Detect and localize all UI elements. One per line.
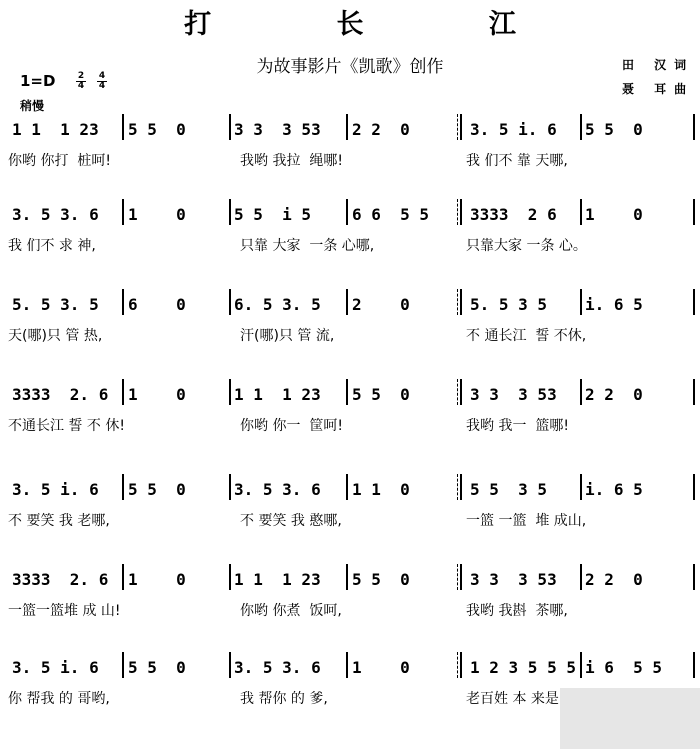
measure-notes: 1 2 3 5 5 5: [470, 658, 576, 677]
barline: [346, 379, 348, 405]
lyric-phrase: 我哟 我拉 绳哪!: [240, 153, 343, 169]
song-subtitle: 为故事影片《凯歌》创作: [256, 57, 444, 77]
measure-notes: 1 0: [128, 570, 186, 589]
measure-notes: i. 6 5: [585, 295, 643, 314]
barline: [580, 199, 582, 225]
lyric-phrase: 你哟 你打 桩呵!: [8, 153, 111, 169]
score-line: [0, 287, 700, 349]
notation-row: [0, 472, 700, 502]
measure-notes: 2 0: [352, 295, 410, 314]
lyric-phrase: 只靠大家 一条 心。: [466, 238, 587, 254]
measure-notes: 3333 2 6: [470, 205, 557, 224]
barline: [457, 379, 462, 405]
barline: [693, 114, 695, 140]
measure-notes: 5 5 0: [352, 385, 410, 404]
lyric-row: [0, 600, 700, 622]
barline: [122, 199, 124, 225]
notation-row: [0, 650, 700, 680]
barline: [346, 652, 348, 678]
lyric-phrase: 汗(哪)只 管 流,: [240, 328, 335, 344]
key-signature: 1=D: [20, 72, 56, 90]
lyric-row: [0, 510, 700, 532]
lyric-phrase: 你 帮我 的 哥哟,: [8, 691, 110, 707]
barline: [457, 652, 462, 678]
measure-notes: 1 1 1 23: [12, 120, 99, 139]
measure-notes: 1 0: [585, 205, 643, 224]
barline: [229, 564, 231, 590]
measure-notes: 3333 2. 6: [12, 570, 109, 589]
score-line: [0, 472, 700, 534]
meter-bottom: 4: [98, 81, 106, 91]
score-line: [0, 197, 700, 259]
lyric-phrase: 不 要笑 我 老哪,: [8, 513, 110, 529]
barline: [693, 289, 695, 315]
measure-notes: 1 1 1 23: [234, 385, 321, 404]
lyric-phrase: 一篮 一篮 堆 成山,: [466, 513, 587, 529]
barline: [229, 652, 231, 678]
measure-notes: 2 2 0: [585, 570, 643, 589]
notation-row: [0, 287, 700, 317]
lyric-row: [0, 415, 700, 437]
barline: [229, 474, 231, 500]
measure-notes: 5 5 0: [128, 120, 186, 139]
measure-notes: 5 5 i 5: [234, 205, 312, 224]
measure-notes: 1 0: [352, 658, 410, 677]
measure-notes: 3. 5 3. 6: [234, 658, 321, 677]
barline: [346, 289, 348, 315]
measure-notes: 5 5 0: [585, 120, 643, 139]
barline: [580, 474, 582, 500]
lyric-phrase: 你哟 你煮 饭呵,: [240, 603, 342, 619]
lyric-phrase: 我 帮你 的 爹,: [240, 691, 328, 707]
barline: [229, 114, 231, 140]
barline: [346, 474, 348, 500]
barline: [122, 379, 124, 405]
measure-notes: 3 3 3 53: [470, 570, 557, 589]
barline: [457, 289, 462, 315]
lyric-row: [0, 235, 700, 257]
lyric-phrase: 老百姓 本 来是: [466, 691, 559, 707]
meter-top: 4: [98, 71, 106, 81]
measure-notes: 1 0: [128, 205, 186, 224]
barline: [580, 652, 582, 678]
barline: [346, 199, 348, 225]
measure-notes: 6 0: [128, 295, 186, 314]
meter-bottom: 4: [77, 81, 85, 91]
measure-notes: 5 5 0: [128, 480, 186, 499]
lyric-phrase: 我 们不 求 神,: [8, 238, 96, 254]
barline: [693, 474, 695, 500]
meter-top: 2: [77, 71, 85, 81]
lyric-phrase: 我哟 我斟 茶哪,: [466, 603, 568, 619]
barline: [229, 379, 231, 405]
barline: [693, 652, 695, 678]
measure-notes: 1 1 1 23: [234, 570, 321, 589]
barline: [229, 199, 231, 225]
scan-edge-shade: [560, 688, 700, 749]
notation-row: [0, 377, 700, 407]
measure-notes: 3. 5 3. 6: [12, 205, 99, 224]
measure-notes: 3. 5 i. 6: [12, 480, 99, 499]
lyric-phrase: 不 要笑 我 憨哪,: [240, 513, 342, 529]
barline: [122, 289, 124, 315]
measure-notes: 5 5 0: [352, 570, 410, 589]
barline: [346, 114, 348, 140]
lyric-phrase: 我 们不 靠 天哪,: [466, 153, 568, 169]
notation-row: [0, 197, 700, 227]
lyric-phrase: 天(哪)只 管 热,: [8, 328, 103, 344]
measure-notes: 3. 5 i. 6: [470, 120, 557, 139]
barline: [580, 289, 582, 315]
composer-credit: 聂 耳曲: [622, 82, 695, 96]
measure-notes: 5 5 0: [128, 658, 186, 677]
barline: [693, 564, 695, 590]
measure-notes: 6 6 5 5: [352, 205, 430, 224]
measure-notes: 3. 5 i. 6: [12, 658, 99, 677]
measure-notes: 1 1 0: [352, 480, 410, 499]
barline: [580, 379, 582, 405]
measure-notes: 2 2 0: [585, 385, 643, 404]
barline: [122, 114, 124, 140]
barline: [457, 114, 462, 140]
measure-notes: 5. 5 3. 5: [12, 295, 99, 314]
measure-notes: 2 2 0: [352, 120, 410, 139]
lyric-phrase: 一篮一篮堆 成 山!: [8, 603, 121, 619]
barline: [122, 652, 124, 678]
notation-row: [0, 112, 700, 142]
measure-notes: 5 5 3 5: [470, 480, 548, 499]
barline: [229, 289, 231, 315]
measure-notes: 5. 5 3 5: [470, 295, 548, 314]
score-line: [0, 377, 700, 439]
measure-notes: 1 0: [128, 385, 186, 404]
meter-four-four: [97, 72, 107, 91]
barline: [457, 474, 462, 500]
barline: [580, 114, 582, 140]
score-line: [0, 112, 700, 174]
barline: [457, 564, 462, 590]
lyric-phrase: 我哟 我一 篮哪!: [466, 418, 569, 434]
barline: [457, 199, 462, 225]
measure-notes: 3 3 3 53: [234, 120, 321, 139]
score-line: [0, 562, 700, 624]
lyric-phrase: 只靠 大家 一条 心哪,: [240, 238, 375, 254]
measure-notes: i 6 5 5: [585, 658, 663, 677]
meter-two-four: [76, 72, 86, 91]
lyric-row: [0, 150, 700, 172]
notation-row: [0, 562, 700, 592]
measure-notes: 6. 5 3. 5: [234, 295, 321, 314]
barline: [346, 564, 348, 590]
barline: [122, 474, 124, 500]
lyricist-credit: 田 汉词: [622, 58, 695, 72]
measure-notes: 3 3 3 53: [470, 385, 557, 404]
measure-notes: 3333 2. 6: [12, 385, 109, 404]
tempo-marking: 稍慢: [20, 99, 45, 113]
barline: [580, 564, 582, 590]
measure-notes: i. 6 5: [585, 480, 643, 499]
lyric-phrase: 不 通长江 誓 不休,: [466, 328, 587, 344]
measure-notes: 3. 5 3. 6: [234, 480, 321, 499]
song-title: 打 长 江: [184, 9, 574, 40]
barline: [693, 379, 695, 405]
lyric-row: [0, 325, 700, 347]
barline: [693, 199, 695, 225]
lyric-phrase: 不通长江 誓 不 休!: [8, 418, 125, 434]
barline: [122, 564, 124, 590]
lyric-phrase: 你哟 你一 筐呵!: [240, 418, 343, 434]
